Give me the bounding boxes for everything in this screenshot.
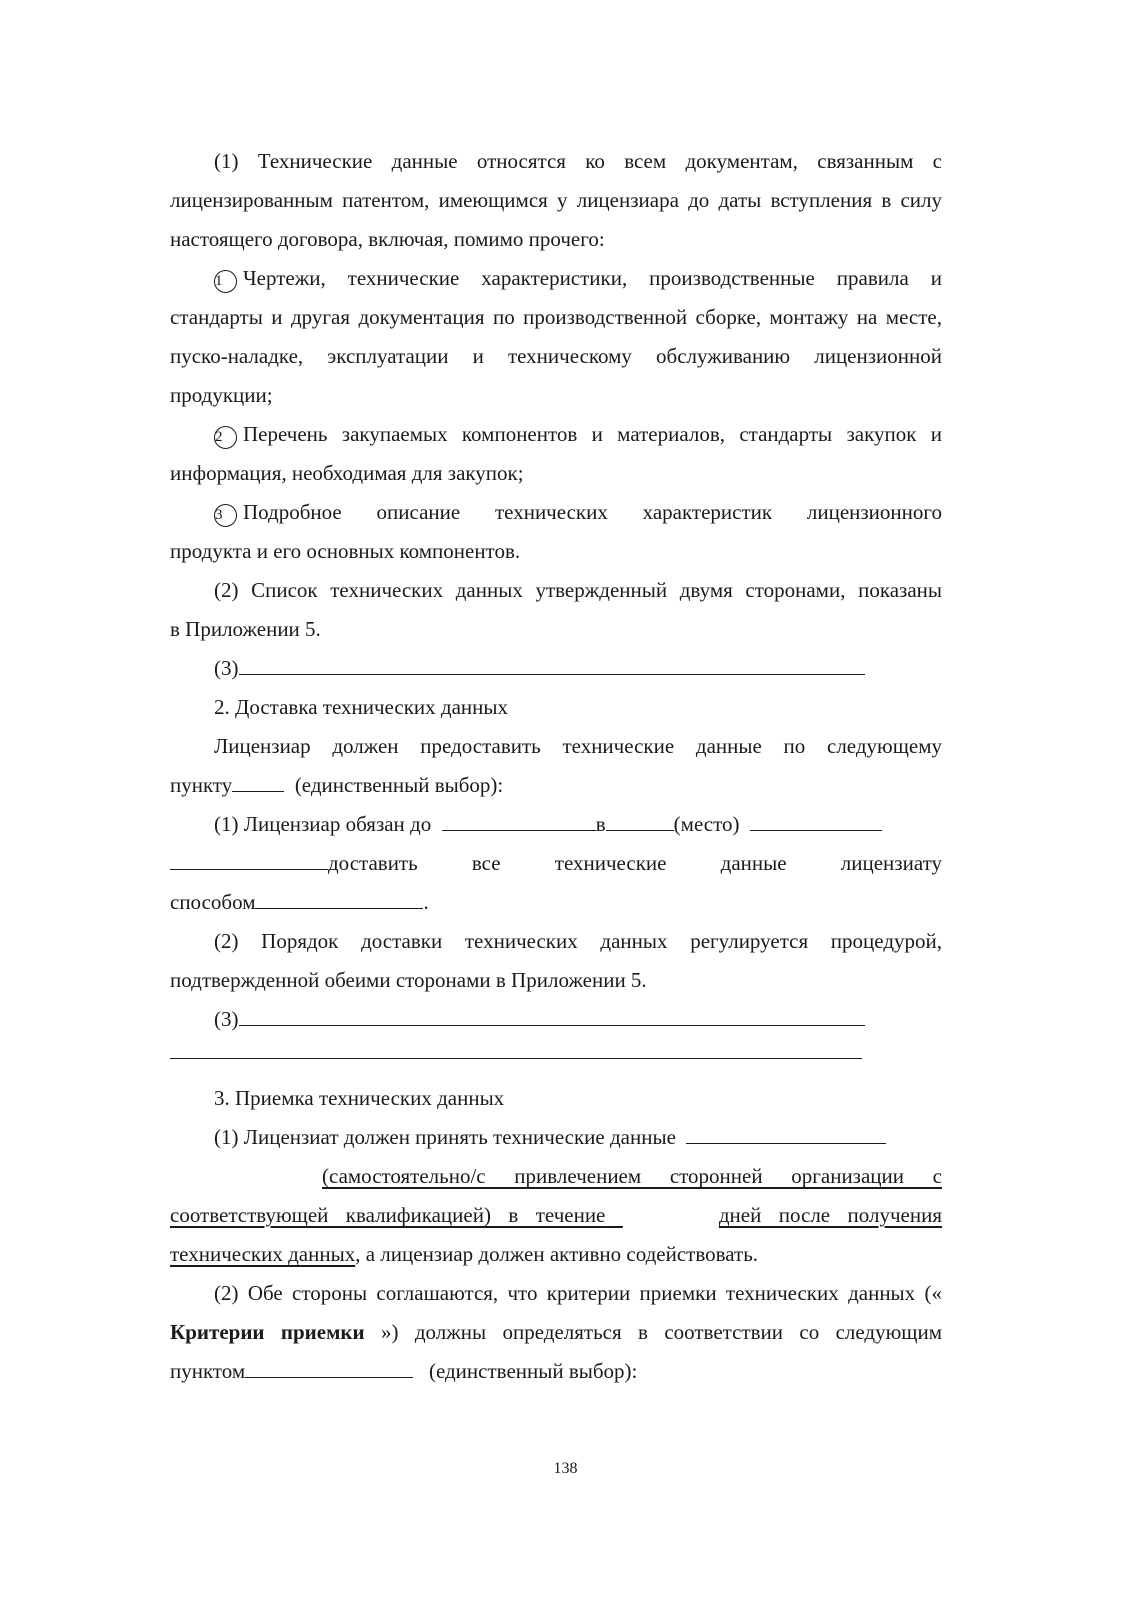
paragraph-line: соответствующей квалификацией) в течение дней после получения: [170, 1196, 942, 1235]
list-item-3: 3 Подробное описание технических характеристик лицензионного: [170, 493, 942, 532]
paragraph-line: доставить все технические данные лицензиату: [170, 844, 942, 883]
paragraph-list-approved: (2) Список технических данных утвержденный двумя сторонами, показаны: [214, 578, 942, 602]
circled-number-1: 1: [214, 270, 237, 293]
blank-field[interactable]: [170, 1165, 322, 1189]
paragraph-line: информация, необходимая для закупок;: [170, 461, 524, 485]
paragraph-line: продукта и его основных компонентов.: [170, 539, 521, 563]
blank-place-field[interactable]: [606, 806, 674, 831]
paragraph-technical-data: (1) Технические данные относятся ко всем документам, связанным с: [214, 149, 942, 173]
paragraph-line: Критерии приемки ») должны определяться в соответствии со следующим: [170, 1320, 942, 1344]
section-heading-acceptance: 3. Приемка технических данных: [214, 1086, 505, 1110]
blank-field[interactable]: [232, 767, 284, 792]
option-1-delivery: (1) Лицензиар обязан до в (место): [170, 805, 942, 844]
section-heading-delivery: 2. Доставка технических данных: [214, 695, 508, 719]
acceptance-clause-1: (1) Лицензиат должен принять технические данные: [170, 1118, 942, 1157]
blank-full-line[interactable]: [170, 1057, 862, 1059]
blank-field[interactable]: [239, 650, 865, 675]
list-item-1: 1 Чертежи, технические характеристики, производственные правила и: [170, 259, 942, 298]
paragraph-line: пуско-наладке, эксплуатации и техническому обслуживанию лицензионной: [170, 344, 942, 368]
blank-method-field[interactable]: [255, 884, 423, 909]
blank-field[interactable]: [239, 1001, 865, 1026]
option-2-delivery: (2) Порядок доставки технических данных регулируется процедурой,: [214, 929, 942, 953]
paragraph-line: пунктом (единственный выбор):: [170, 1352, 942, 1391]
blank-field[interactable]: [750, 806, 882, 831]
paragraph-line: подтвержденной обеими сторонами в Приложении 5.: [170, 968, 647, 992]
paragraph-delivery-intro: Лицензиар должен предоставить технические данные по следующему: [214, 734, 942, 758]
circled-number-2: 2: [214, 426, 237, 449]
blank-date-field[interactable]: [442, 806, 596, 831]
paragraph-line: лицензированным патентом, имеющимся у лицензиара до даты вступления в силу: [170, 188, 942, 212]
option-3-delivery: (3): [170, 1000, 942, 1039]
blank-field[interactable]: [170, 845, 328, 870]
paragraph-line: в Приложении 5.: [170, 617, 321, 641]
list-item-2: 2 Перечень закупаемых компонентов и материалов, стандарты закупок и: [170, 415, 942, 454]
paragraph-line: (самостоятельно/с привлечением сторонней организации с: [170, 1157, 942, 1196]
paragraph-line: стандарты и другая документация по производственной сборке, монтажу на месте,: [170, 305, 942, 329]
paragraph-line: способом .: [170, 883, 942, 922]
acceptance-clause-2: (2) Обе стороны соглашаются, что критерии приемки технических данных («: [214, 1281, 942, 1305]
page-number: 138: [553, 1460, 578, 1477]
circled-number-3: 3: [214, 504, 237, 527]
paragraph-line: технических данных, а лицензиар должен активно содействовать.: [170, 1242, 759, 1266]
blank-days-field[interactable]: [623, 1196, 719, 1235]
paragraph-blank-3: (3): [170, 649, 942, 688]
blank-field[interactable]: [686, 1119, 886, 1144]
paragraph-line: продукции;: [170, 383, 273, 407]
blank-field[interactable]: [245, 1353, 413, 1378]
page-content: [170, 142, 942, 1391]
paragraph-line: пункту (единственный выбор):: [170, 766, 942, 805]
paragraph-line: настоящего договора, включая, помимо прочего:: [170, 227, 605, 251]
